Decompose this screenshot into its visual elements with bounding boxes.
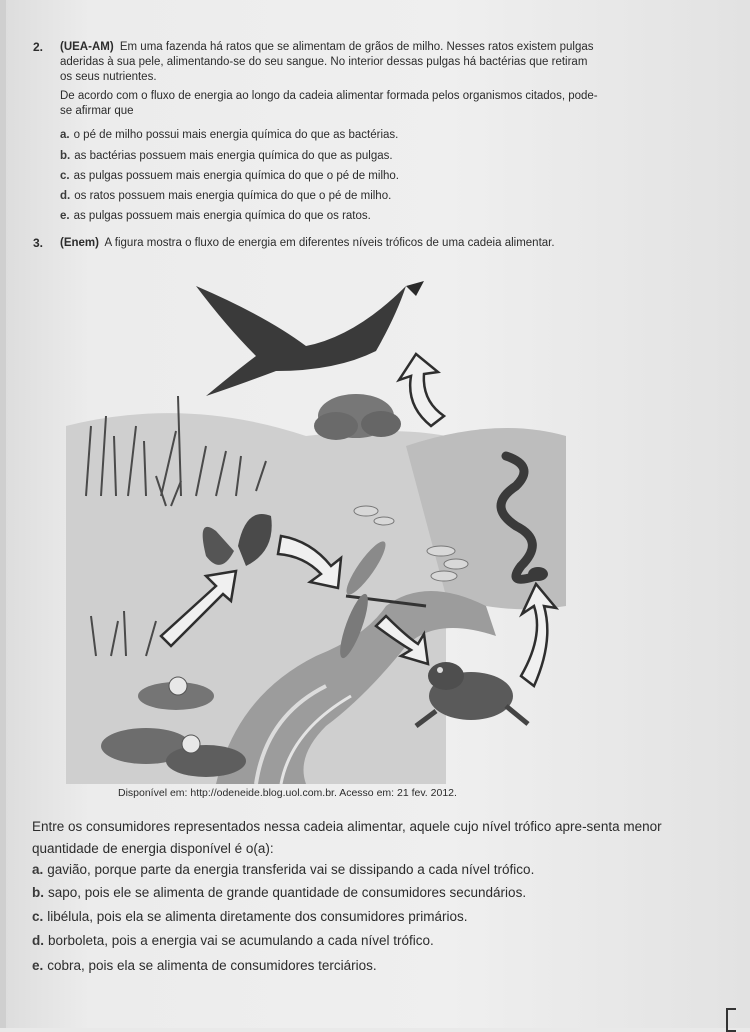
option-letter: c. xyxy=(60,170,70,182)
question-2-source: (UEA-AM) xyxy=(60,41,114,53)
question-3-number: 3. xyxy=(33,236,44,250)
option-text: sapo, pois ele se alimenta de grande quantidade de consumidores secundários. xyxy=(48,885,527,900)
option-letter: a. xyxy=(60,129,70,141)
question-2-option-a[interactable] xyxy=(60,129,398,141)
question-3-intro-text: A figura mostra o fluxo de energia em diferentes níveis tróficos de uma cadeia alimentar. xyxy=(104,237,555,249)
option-text: as bactérias possuem mais energia química do que as pulgas. xyxy=(74,150,393,162)
question-2-option-e[interactable] xyxy=(60,210,371,222)
option-letter: a. xyxy=(32,862,44,877)
hawk-icon xyxy=(196,281,424,396)
food-chain-illustration xyxy=(66,276,566,784)
arrow-snake-to-hawk xyxy=(399,354,444,426)
option-text: gavião, porque parte da energia transferida vai se dissipando a cada nível trófico. xyxy=(47,862,535,877)
question-3-option-c[interactable] xyxy=(32,909,467,924)
option-letter: b. xyxy=(32,885,44,900)
option-letter: c. xyxy=(32,909,44,924)
question-2-option-b[interactable] xyxy=(60,150,393,162)
question-3-option-d[interactable] xyxy=(32,933,434,948)
question-2-option-c[interactable] xyxy=(60,170,399,182)
option-text: o pé de milho possui mais energia química do que as bactérias. xyxy=(73,129,399,141)
option-letter: d. xyxy=(60,190,71,202)
figure-caption: Disponível em: http://odeneide.blog.uol.com.br. Acesso em: 21 fev. 2012. xyxy=(118,787,457,799)
question-2-intro-text: Em uma fazenda há ratos que se alimentam de grãos de milho. Nesses ratos existem pulgas aderidas à sua pele, alimentando-se do seu sangue. No interior dessas pulgas há bactérias que retiram os seus nutrientes. xyxy=(60,41,594,83)
option-letter: d. xyxy=(32,933,44,948)
option-text: as pulgas possuem mais energia química do que o pé de milho. xyxy=(73,170,399,182)
tree-icon xyxy=(314,394,401,440)
option-letter: b. xyxy=(60,150,71,162)
option-text: as pulgas possuem mais energia química do que os ratos. xyxy=(73,210,371,222)
question-3-stem: Entre os consumidores representados nessa cadeia alimentar, aquele cujo nível trófico apre-senta menor quantidade de energia disponível é o(a): xyxy=(32,819,662,856)
option-text: libélula, pois ela se alimenta diretamente dos consumidores primários. xyxy=(47,909,468,924)
question-3-intro xyxy=(60,236,600,251)
question-2-option-d[interactable] xyxy=(60,190,391,202)
frog-icon xyxy=(416,662,528,726)
question-3-option-b[interactable] xyxy=(32,885,526,900)
option-text: borboleta, pois a energia vai se acumulando a cada nível trófico. xyxy=(48,933,434,948)
option-text: cobra, pois ela se alimenta de consumidores terciários. xyxy=(47,958,377,973)
question-3-option-a[interactable] xyxy=(32,862,534,877)
question-2-intro xyxy=(60,40,600,85)
question-3-source: (Enem) xyxy=(60,237,99,249)
page-corner-mark xyxy=(726,1008,736,1032)
option-text: os ratos possuem mais energia química do que o pé de milho. xyxy=(74,190,392,202)
option-letter: e. xyxy=(32,958,44,973)
question-3-option-e[interactable] xyxy=(32,958,377,973)
option-letter: e. xyxy=(60,210,70,222)
question-2-number: 2. xyxy=(33,40,44,54)
question-2-stem: De acordo com o fluxo de energia ao longo da cadeia alimentar formada pelos organismos citados, pode-se afirmar que xyxy=(60,90,598,117)
